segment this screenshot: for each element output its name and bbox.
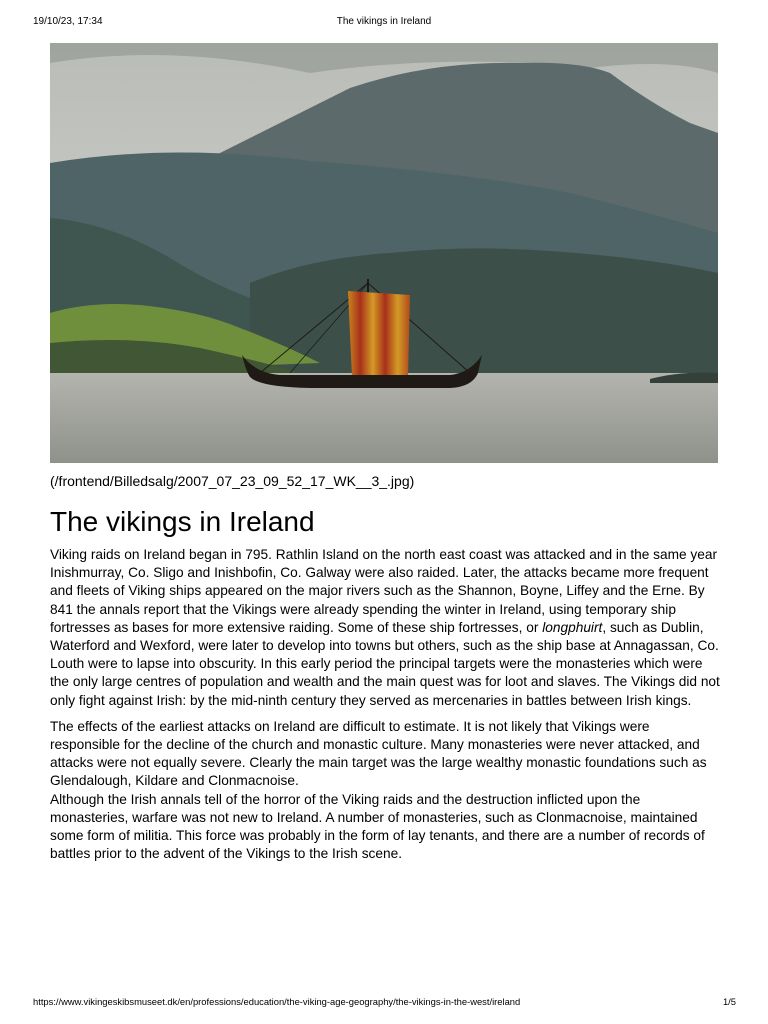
print-footer (0, 995, 768, 1009)
image-link[interactable]: (/frontend/Billedsalg/2007_07_23_09_52_17_WK__3_.jpg) (50, 473, 415, 489)
print-title: The vikings in Ireland (336, 16, 432, 27)
page-number: 1/5 (722, 996, 736, 1007)
paragraph-text: Viking raids on Ireland began in 795. Rathlin Island on the north east coast was attacked and in the same year Inishmurray, Co. Sligo and Inishbofin, Co. Galway were also raided. Later, the attacks became more frequent and fleets of Viking ships appeared on the major rivers such as the Shannon, Boyne, Liffey and the Erne. By 841 the annals report that the Vikings were already spending the winter in Ireland, using temporary ship fortresses as bases for more extensive raiding. Some of these ship fortresses, or (50, 547, 718, 635)
print-datetime: 19/10/23, 17:34 (33, 16, 103, 27)
page-url[interactable]: https://www.vikingeskibsmuseet.dk/en/professions/education/the-viking-age-geography/the-vikings-in-the-west/ireland (33, 996, 521, 1007)
emphasis-term: longphuirt (542, 619, 603, 635)
paragraph-text: , such as Dublin, Waterford and Wexford, were later to develop into towns but others, such as the ship base at Annagassan, Co. Louth were to lapse into obscurity. In this early period the principal targets were the monasteries which were the only large centres of population and wealth and the main quest was for loot and slaves. The Vikings did not only fight against Irish: by the mid-ninth century they served as mercenaries in battles between Irish kings. (50, 619, 720, 708)
print-header (0, 15, 768, 29)
viking-ship-photo (50, 43, 718, 463)
article-body (50, 546, 722, 871)
article-paragraph: Although the Irish annals tell of the horror of the Viking raids and the destruction inflicted upon the monasteries, warfare was not new to Ireland. A number of monasteries, such as Clonmacnoise, maintained some form of militia. This force was probably in the form of lay tenants, and there are a number of records of battles prior to the advent of the Vikings to the Irish scene. (50, 791, 705, 862)
article-paragraph: The effects of the earliest attacks on Ireland are difficult to estimate. It is not likely that Vikings were responsible for the decline of the church and monastic culture. Many monasteries were never attacked, and attacks were not equally severe. Clearly the main target was the large wealthy monastic foundations such as Glendalough, Kildare and Clonmacnoise. (50, 718, 707, 789)
page-title: The vikings in Ireland (50, 506, 315, 537)
article-paragraph (50, 546, 722, 710)
